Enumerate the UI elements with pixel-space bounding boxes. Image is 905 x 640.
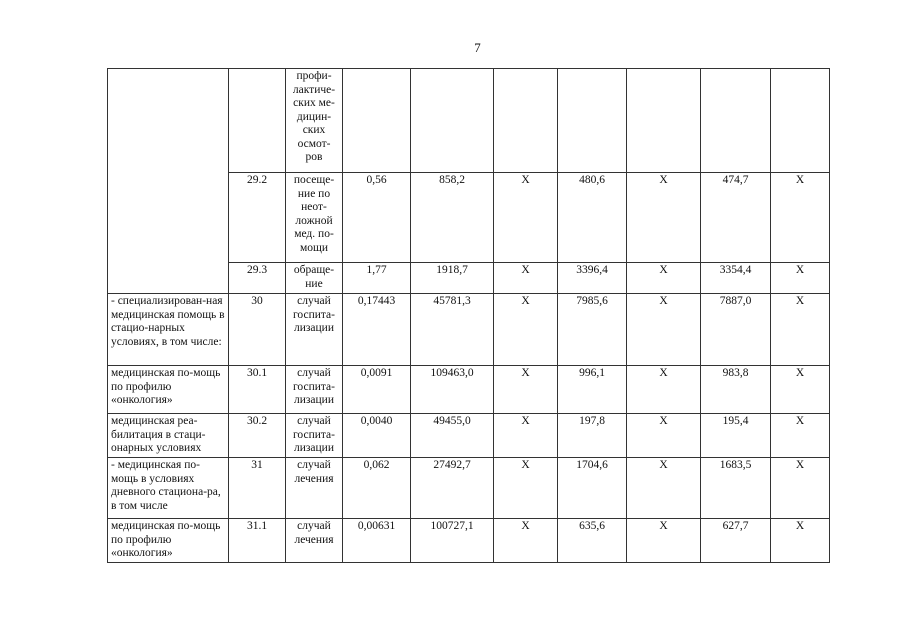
row-value2: 3354,4: [701, 263, 771, 294]
row-x3: Х: [771, 519, 830, 563]
row-value2: [701, 69, 771, 173]
page-number: 7: [474, 40, 481, 55]
row-x3: Х: [771, 458, 830, 519]
row-x2: Х: [627, 458, 701, 519]
row-name: медицинская реа-билитация в стаци-онарных условиях: [108, 414, 229, 458]
row-x3: [771, 69, 830, 173]
row-rate: 0,0091: [343, 366, 411, 414]
row-x2: Х: [627, 294, 701, 366]
row-unit: случай лечения: [286, 458, 343, 519]
row-x1: Х: [494, 173, 558, 263]
row-value1: 480,6: [558, 173, 627, 263]
row-value2: 983,8: [701, 366, 771, 414]
row-rate: [343, 69, 411, 173]
row-x2: Х: [627, 414, 701, 458]
row-x1: Х: [494, 263, 558, 294]
row-x2: Х: [627, 366, 701, 414]
row-value1: 996,1: [558, 366, 627, 414]
row-unit: посеще- ние по неот- ложной мед. по- мощи: [286, 173, 343, 263]
row-rate: 0,17443: [343, 294, 411, 366]
row-unit: случай лечения: [286, 519, 343, 563]
row-value1: 635,6: [558, 519, 627, 563]
row-value1: 1704,6: [558, 458, 627, 519]
row-rate: 0,0040: [343, 414, 411, 458]
row-cost: 49455,0: [411, 414, 494, 458]
row-code: 29.3: [229, 263, 286, 294]
row-code: 31: [229, 458, 286, 519]
table-row: [108, 294, 830, 366]
row-cost: 109463,0: [411, 366, 494, 414]
row-name: медицинская по-мощь по профилю «онкология»: [108, 366, 229, 414]
row-x1: Х: [494, 366, 558, 414]
row-unit: случай госпита- лизации: [286, 414, 343, 458]
row-x3: Х: [771, 414, 830, 458]
row-x2: Х: [627, 173, 701, 263]
row-cost: 45781,3: [411, 294, 494, 366]
row-value2: 7887,0: [701, 294, 771, 366]
row-value2: 627,7: [701, 519, 771, 563]
row-code: 31.1: [229, 519, 286, 563]
table-row: [108, 366, 830, 414]
row-value1: 197,8: [558, 414, 627, 458]
table-row: [108, 519, 830, 563]
row-value2: 195,4: [701, 414, 771, 458]
row-value2: 474,7: [701, 173, 771, 263]
row-code: 29.2: [229, 173, 286, 263]
row-cost: 858,2: [411, 173, 494, 263]
row-code: [229, 69, 286, 173]
row-name-cell: [108, 69, 229, 294]
row-unit: обраще- ние: [286, 263, 343, 294]
tariff-table: [107, 68, 830, 563]
row-x3: Х: [771, 294, 830, 366]
row-cost: [411, 69, 494, 173]
table-row: [108, 458, 830, 519]
row-x3: Х: [771, 366, 830, 414]
row-x1: Х: [494, 519, 558, 563]
row-value1: [558, 69, 627, 173]
row-name: - специализирован-ная медицинская помощь в стацио-нарных условиях, в том числе:: [108, 294, 229, 366]
row-rate: 1,77: [343, 263, 411, 294]
row-unit: профи- лактиче- ских ме- дицин- ских осмот- ров: [286, 69, 343, 173]
table-row: [108, 414, 830, 458]
row-name: медицинская по-мощь по профилю «онкология»: [108, 519, 229, 563]
row-code: 30.2: [229, 414, 286, 458]
row-x3: Х: [771, 263, 830, 294]
row-x1: Х: [494, 294, 558, 366]
row-name: - медицинская по-мощь в условиях дневного стациона-ра, в том числе: [108, 458, 229, 519]
row-cost: 100727,1: [411, 519, 494, 563]
row-value1: 3396,4: [558, 263, 627, 294]
row-rate: 0,00631: [343, 519, 411, 563]
row-x1: Х: [494, 414, 558, 458]
row-unit: случай госпита- лизации: [286, 366, 343, 414]
row-x2: Х: [627, 263, 701, 294]
row-x3: Х: [771, 173, 830, 263]
row-value2: 1683,5: [701, 458, 771, 519]
row-cost: 1918,7: [411, 263, 494, 294]
row-rate: 0,062: [343, 458, 411, 519]
row-code: 30.1: [229, 366, 286, 414]
row-x1: Х: [494, 458, 558, 519]
row-cost: 27492,7: [411, 458, 494, 519]
row-x2: Х: [627, 519, 701, 563]
row-value1: 7985,6: [558, 294, 627, 366]
row-unit: случай госпита- лизации: [286, 294, 343, 366]
row-x1: [494, 69, 558, 173]
row-code: 30: [229, 294, 286, 366]
row-x2: [627, 69, 701, 173]
row-rate: 0,56: [343, 173, 411, 263]
table-row: [108, 69, 830, 173]
